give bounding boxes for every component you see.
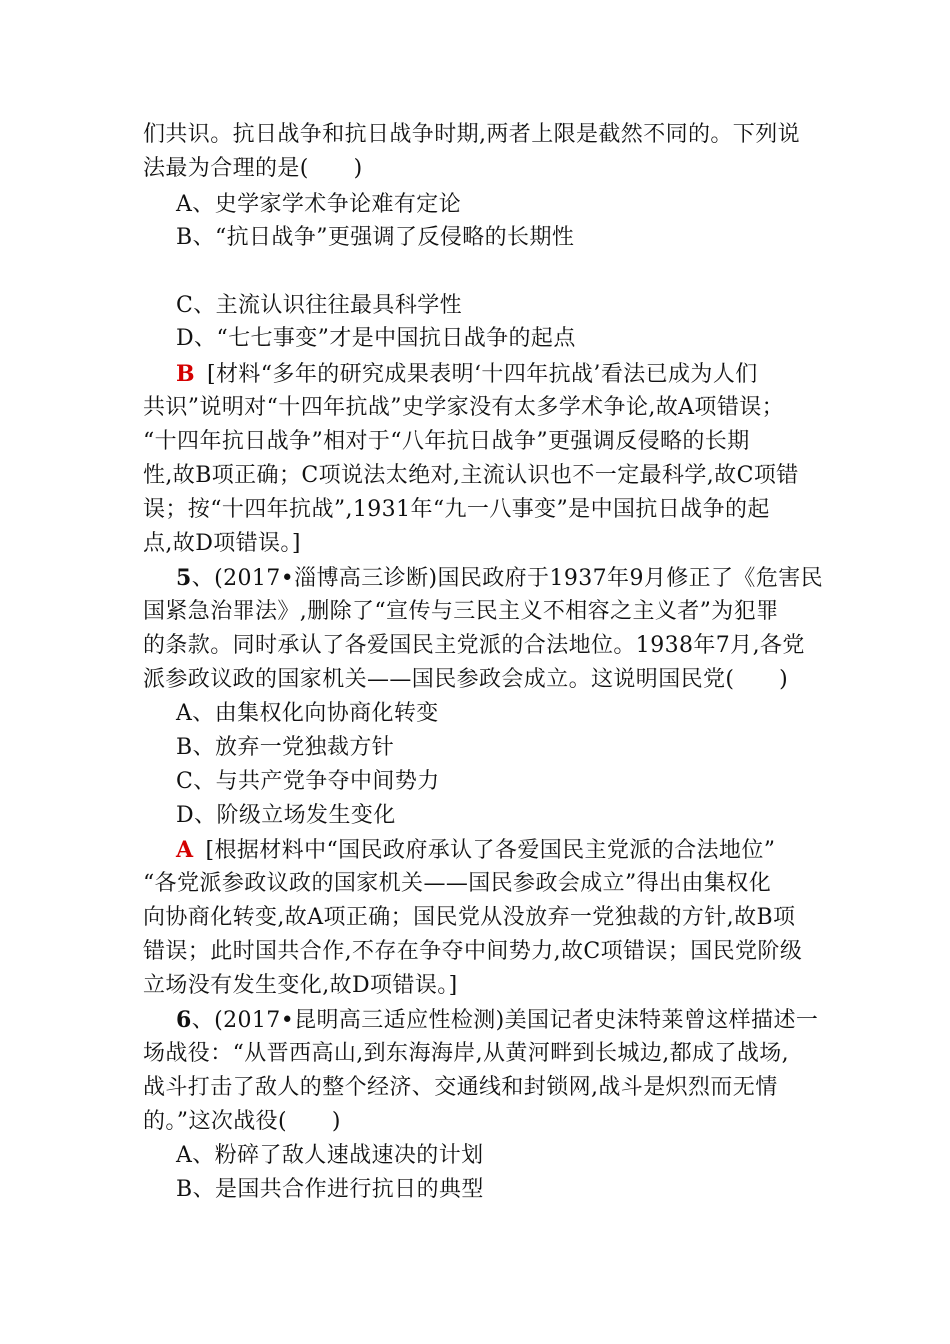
q5-explanation-line (176, 834, 846, 866)
q5-stem-text: 、(2017•淄博高三诊断)国民政府于1937年9月修正了《危害民 (191, 566, 824, 591)
q4-explanation-text: [材料“多年的研究成果表明‘十四年抗战’看法已成为人们 (207, 362, 758, 387)
q5-stem-line (176, 562, 846, 594)
q5-stem-line: 的条款。同时承认了各爱国民主党派的合法地位。1938年7月,各党 (143, 633, 805, 658)
q4-option-c: C、主流认识往往最具科学性 (176, 293, 463, 318)
q4-stem-line: 们共识。抗日战争和抗日战争时期,两者上限是截然不同的。下列说 (143, 122, 800, 147)
q4-explanation-line: 共识”说明对“十四年抗战”史学家没有太多学术争论,故A项错误； (143, 395, 785, 420)
q6-stem-line (176, 1004, 846, 1036)
q4-explanation-line: “十四年抗日战争”相对于“八年抗日战争”更强调反侵略的长期 (143, 429, 750, 454)
q5-explanation-line: 立场没有发生变化,故D项错误。] (143, 973, 458, 998)
q6-stem-line: 的。”这次战役( ) (143, 1109, 341, 1134)
q5-stem-line: 派参政议政的国家机关——国民参政会成立。这说明国民党( ) (143, 667, 789, 692)
q5-option-a: A、由集权化向协商化转变 (176, 701, 439, 726)
q5-explanation-line: “各党派参政议政的国家机关——国民参政会成立”得出由集权化 (143, 871, 772, 896)
q4-option-d: D、“七七事变”才是中国抗日战争的起点 (176, 326, 576, 351)
q6-number: 6 (176, 1007, 192, 1033)
q5-answer-letter: A (176, 837, 194, 863)
q4-explanation-line: 点,故D项错误。] (143, 531, 301, 556)
q5-explanation-line: 错误；此时国共合作,不存在争夺中间势力,故C项错误；国民党阶级 (143, 939, 803, 964)
q4-explanation-line (176, 358, 846, 390)
q5-option-b: B、放弃一党独裁方针 (176, 735, 395, 760)
q5-stem-line: 国紧急治罪法》,删除了“宣传与三民主义不相容之主义者”为犯罪 (143, 599, 779, 624)
q6-stem-text: 、(2017•昆明高三适应性检测)美国记者史沫特莱曾这样描述一 (191, 1008, 819, 1033)
q5-explanation-text: [根据材料中“国民政府承认了各爱国民主党派的合法地位” (205, 838, 776, 863)
q6-option-a: A、粉碎了敌人速战速决的计划 (176, 1143, 484, 1168)
q4-explanation-line: 误；按“十四年抗战”,1931年“九一八事变”是中国抗日战争的起 (143, 497, 770, 522)
q4-option-b: B、“抗日战争”更强调了反侵略的长期性 (176, 225, 575, 250)
q4-answer-letter: B (176, 361, 195, 387)
q5-option-d: D、阶级立场发生变化 (176, 803, 396, 828)
q6-stem-line: 场战役：“从晋西高山,到东海海岸,从黄河畔到长城边,都成了战场, (143, 1041, 790, 1066)
q6-option-b: B、是国共合作进行抗日的典型 (176, 1177, 484, 1202)
q5-explanation-line: 向协商化转变,故A项正确；国民党从没放弃一党独裁的方针,故B项 (143, 905, 796, 930)
q4-stem-line: 法最为合理的是( ) (143, 156, 363, 181)
q4-explanation-line: 性,故B项正确；C项说法太绝对,主流认识也不一定最科学,故C项错 (143, 463, 799, 488)
q4-option-a: A、史学家学术争论难有定论 (176, 192, 462, 217)
q5-number: 5 (176, 565, 192, 591)
q6-stem-line: 战斗打击了敌人的整个经济、交通线和封锁网,战斗是炽烈而无情 (143, 1075, 778, 1100)
q5-option-c: C、与共产党争夺中间势力 (176, 769, 440, 794)
